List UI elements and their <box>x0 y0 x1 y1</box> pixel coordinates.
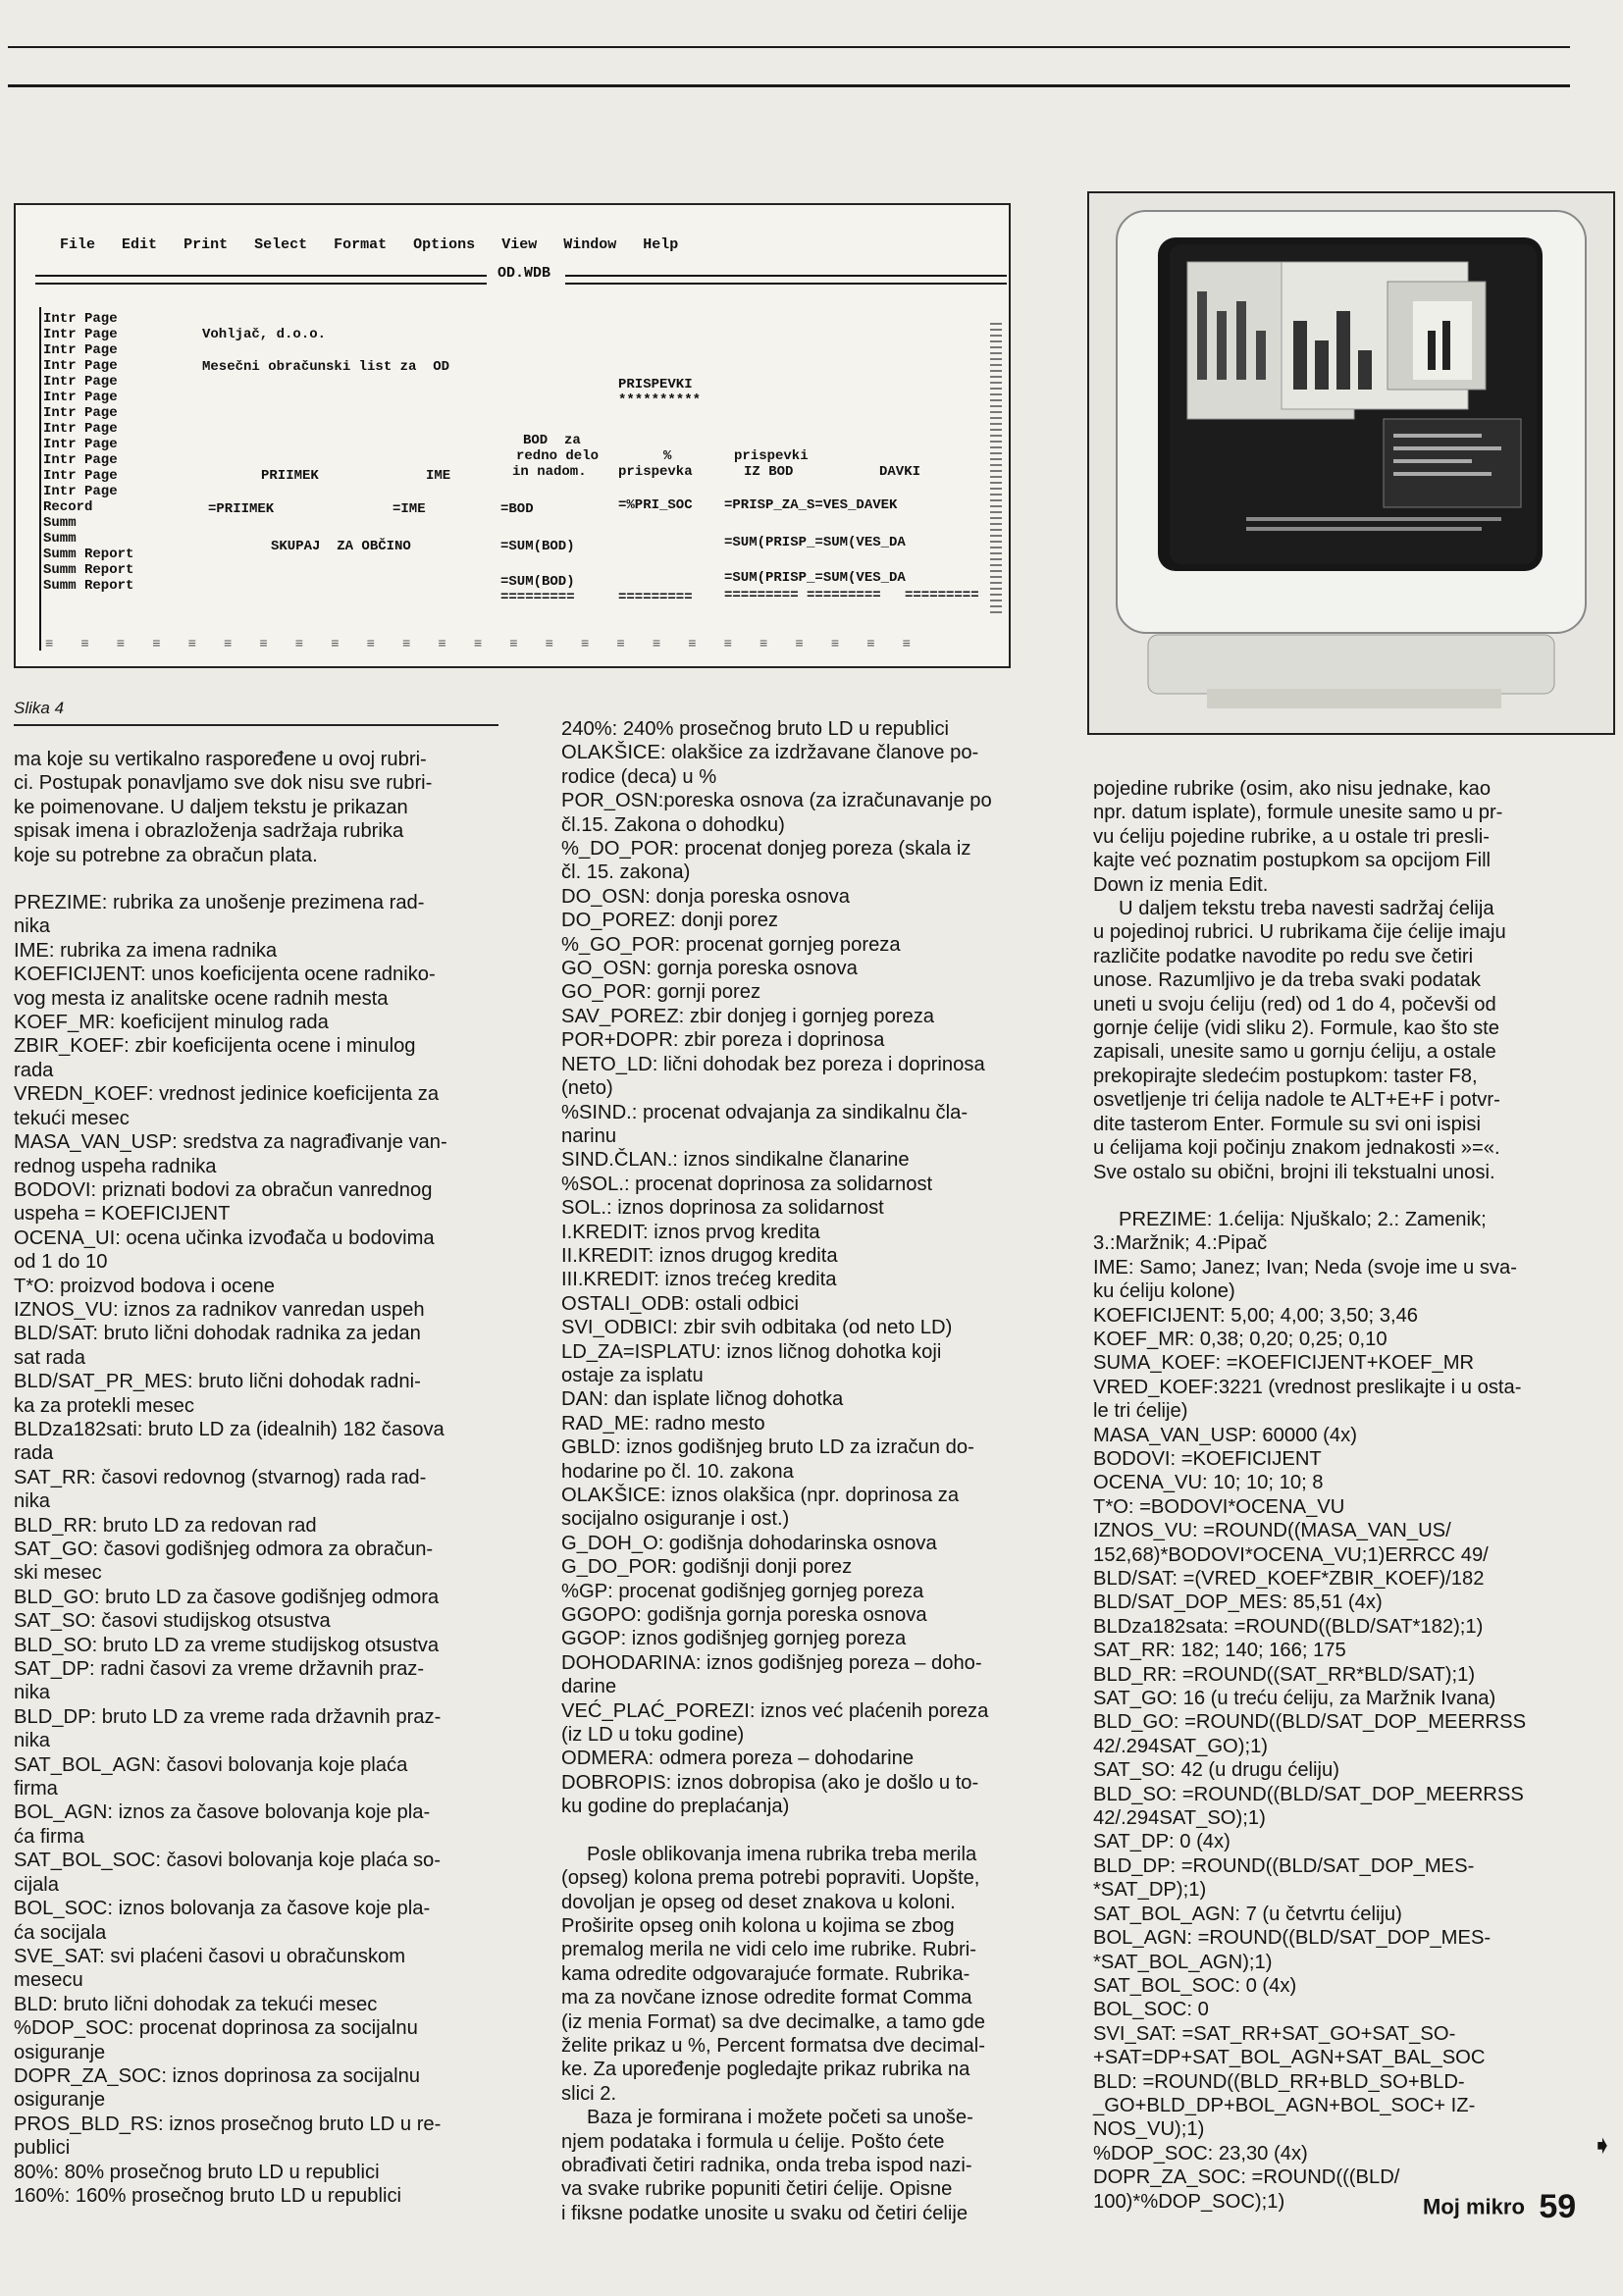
text-line: PREZIME: 1.ćelija: Njuškalo; 2.: Zamenik; <box>1119 1208 1487 1230</box>
text-line: POR+DOPR: zbir poreza i doprinosa <box>561 1029 885 1052</box>
text-line: Baza je formirana i možete početi sa unoše- <box>587 2107 973 2129</box>
text-line: (iz LD u toku godine) <box>561 1724 745 1747</box>
text-line: dite tasterom Enter. Formule su svi oni ispisi <box>1093 1113 1481 1135</box>
text-line: (iz menia Format) sa dve decimalke, a tamo gde <box>561 2010 985 2033</box>
text-line: 42/.294SAT_GO);1) <box>1093 1735 1269 1757</box>
menu-bar <box>60 236 696 253</box>
text-line: želite prikaz u %, Percent formatsa dve decimal- <box>561 2034 985 2057</box>
text-line: ZBIR_KOEF: zbir koeficijenta ocene i minulog <box>14 1035 416 1058</box>
text-line: ku godine do preplaćanja) <box>561 1796 790 1818</box>
header-davki: DAVKI <box>879 464 921 480</box>
text-line: BODOVI: priznati bodovi za obračun vanrednog <box>14 1178 433 1201</box>
text-line: rada <box>14 1442 54 1465</box>
text-line: KOEF_MR: 0,38; 0,20; 0,25; 0,10 <box>1093 1328 1387 1350</box>
text-line: SAT_GO: 16 (u treću ćeliju, za Maržnik Ivana) <box>1093 1688 1496 1710</box>
text-line: %_GO_POR: procenat gornjeg poreza <box>561 933 901 956</box>
figure-caption: Slika 4 <box>14 699 65 717</box>
text-line: VREDN_KOEF: vrednost jedinice koeficijenta za <box>14 1083 440 1106</box>
text-line: MASA_VAN_USP: sredstva za nagrađivanje van- <box>14 1131 447 1154</box>
row-label: Record <box>43 499 93 515</box>
text-line: SAT_GO: časovi godišnjeg odmora za obračun- <box>14 1539 434 1560</box>
text-line: njem podataka i formula u ćelije. Pošto ćete <box>561 2130 945 2153</box>
text-line: %DOP_SOC: procenat doprinosa za socijalnu <box>14 2017 418 2040</box>
row-label: Summ <box>43 531 77 547</box>
window-title: OD.WDB <box>492 265 556 282</box>
text-line: POR_OSN:poreska osnova (za izračunavanje po <box>561 790 992 812</box>
text-line: KOEF_MR: koeficijent minulog rada <box>14 1012 329 1034</box>
row-label: Intr Page <box>43 452 118 468</box>
text-line: OSTALI_ODB: ostali odbici <box>561 1292 799 1315</box>
text-line: DAN: dan isplate ličnog dohotka <box>561 1388 844 1411</box>
text-line: ski mesec <box>14 1562 102 1585</box>
text-line: *SAT_BOL_AGN);1) <box>1093 1951 1273 1973</box>
text-line: BOL_AGN: iznos za časove bolovanja koje pla- <box>14 1801 431 1824</box>
menu-format[interactable]: Format <box>334 236 388 253</box>
horizontal-scrollbar[interactable]: ≡≡≡≡≡≡≡≡≡≡≡≡≡≡≡≡≡≡≡≡≡≡≡≡≡ <box>45 637 939 652</box>
text-line: BOL_SOC: 0 <box>1093 1999 1209 2021</box>
text-line: Proširite opseg onih kolona u kojima se zbog <box>561 1914 955 1937</box>
text-line: BLD_RR: =ROUND((SAT_RR*BLD/SAT);1) <box>1093 1663 1476 1686</box>
text-line: IZNOS_VU: iznos za radnikov vanredan uspeh <box>14 1298 425 1321</box>
text-line: ci. Postupak ponavljamo sve dok nisu sve rubri- <box>14 772 433 795</box>
text-line: BLD_DP: bruto LD za vreme rada državnih praz- <box>14 1705 442 1728</box>
text-line: BLD_GO: =ROUND((BLD/SAT_DOP_MEERRSS <box>1093 1711 1527 1734</box>
header-ime: IME <box>426 468 451 484</box>
text-line: SIND.ČLAN.: iznos sindikalne članarine <box>561 1149 910 1172</box>
text-line: va svake rubrike popuniti četiri ćelije. Opisne <box>561 2178 953 2201</box>
row-label: Intr Page <box>43 342 118 358</box>
text-line: DO_POREZ: donji porez <box>561 910 779 932</box>
title-bar-line-right <box>565 275 1007 285</box>
text-line: DOHODARINA: iznos godišnjeg poreza – doho- <box>561 1651 982 1674</box>
text-line: i fiksne podatke unosite u svaku od četiri ćelije <box>561 2202 969 2224</box>
text-line: 152,68)*BODOVI*OCENA_VU;1)ERRCC 49/ <box>1093 1543 1489 1566</box>
row-label: Intr Page <box>43 374 118 390</box>
text-line: (opseg) kolona prema potrebi popraviti. Uopšte, <box>561 1867 980 1890</box>
text-line: OLAKŠICE: iznos olakšica (npr. doprinosa za <box>561 1485 960 1506</box>
text-line: kama odredite odgovarajuće formate. Rubrika- <box>561 1962 970 1985</box>
text-line: SAT_BOL_AGN: 7 (u četvrtu ćeliju) <box>1093 1903 1402 1925</box>
text-line: %SIND.: procenat odvajanja za sindikalnu čla- <box>561 1101 969 1123</box>
text-line: vog mesta iz analitske ocene radnih mesta <box>14 987 389 1010</box>
text-line: DO_OSN: donja poreska osnova <box>561 885 851 908</box>
text-line: nika <box>14 1682 51 1704</box>
text-line: hodarine po čl. 10. zakona <box>561 1460 794 1483</box>
text-line: GO_POR: gornji porez <box>561 981 761 1004</box>
row-label: Intr Page <box>43 421 118 437</box>
text-line: G_DOH_O: godišnja dohodarinska osnova <box>561 1532 937 1554</box>
text-line: premalog merila ne vidi celo ime rubrike. Rubri- <box>561 1939 976 1961</box>
stars-underline: ********** <box>618 392 702 408</box>
text-line: Down iz menia Edit. <box>1093 873 1269 896</box>
text-line: BOL_AGN: =ROUND((BLD/SAT_DOP_MES- <box>1093 1927 1492 1950</box>
text-line: BLD/SAT_DOP_MES: 85,51 (4x) <box>1093 1592 1383 1614</box>
header-priimek: PRIIMEK <box>261 468 319 484</box>
text-line: OCENA_VU: 10; 10; 10; 8 <box>1093 1472 1324 1494</box>
text-line: slici 2. <box>561 2082 617 2105</box>
text-line: 240%: 240% prosečnog bruto LD u republici <box>561 718 950 740</box>
caption-rule <box>14 724 498 726</box>
text-line: BLD_SO: bruto LD za vreme studijskog otsustva <box>14 1634 440 1656</box>
text-line: SAT_RR: 182; 140; 166; 175 <box>1093 1640 1346 1662</box>
text-line: SUMA_KOEF: =KOEFICIJENT+KOEF_MR <box>1093 1352 1475 1375</box>
text-line: ća socijala <box>14 1921 107 1944</box>
text-line: OCENA_UI: ocena učinka izvođača u bodovima <box>14 1226 435 1249</box>
text-line: GBLD: iznos godišnjeg bruto LD za izračun do- <box>561 1436 974 1459</box>
sum-prisp-1: =SUM(PRISP_=SUM(VES_DA <box>724 535 906 550</box>
text-line: RAD_ME: radno mesto <box>561 1412 765 1435</box>
header-iz-bod: IZ BOD <box>744 464 794 480</box>
text-line: SAT_DP: radni časovi za vreme državnih praz- <box>14 1658 425 1681</box>
paragraph-gap <box>561 1819 1048 1843</box>
text-line: čl.15. Zakona o dohodku) <box>561 813 785 836</box>
text-line: (neto) <box>561 1077 613 1100</box>
text-line: kajte već poznatim postupkom sa opcijom Fill <box>1093 850 1492 872</box>
text-line: SOL.: iznos doprinosa za solidarnost <box>561 1197 884 1220</box>
row-label: Summ <box>43 515 77 531</box>
text-line: BLDza182sati: bruto LD za (idealnih) 182 časova <box>14 1418 445 1440</box>
skupaj-label: SKUPAJ ZA OBČINO <box>271 539 411 554</box>
header-in-nadom: in nadom. <box>512 464 587 480</box>
menu-options[interactable]: Options <box>413 236 476 253</box>
row-label: Summ Report <box>43 578 134 594</box>
text-line: BLD/SAT: bruto lični dohodak radnika za jedan <box>14 1323 421 1345</box>
text-line: BLD_DP: =ROUND((BLD/SAT_DOP_MES- <box>1093 1854 1475 1877</box>
text-line: spisak imena i obrazloženja sadržaja rubrika <box>14 820 404 843</box>
text-line: uneti u svoju ćeliju (red) od 1 do 4, počevši od <box>1093 993 1496 1016</box>
text-line: čl. 15. zakona) <box>561 861 691 884</box>
text-line: unose. Razumljivo je da treba svaki podatak <box>1093 969 1481 992</box>
text-line: osiguranje <box>14 2041 106 2063</box>
text-column-2 <box>561 717 1048 2225</box>
text-line: %DOP_SOC: 23,30 (4x) <box>1093 2142 1308 2165</box>
row-label: Intr Page <box>43 484 118 499</box>
text-line: NETO_LD: lični dohodak bez poreza i doprinosa <box>561 1053 985 1075</box>
text-line: %_DO_POR: procenat donjeg poreza (skala iz <box>561 838 971 861</box>
text-line: BODOVI: =KOEFICIJENT <box>1093 1447 1322 1470</box>
row-label: Intr Page <box>43 311 118 327</box>
text-line: ke. Za upoređenje pogledajte prikaz rubrika na <box>561 2059 970 2081</box>
text-line: nika <box>14 915 51 938</box>
company-name: Vohljač, d.o.o. <box>202 327 327 342</box>
text-line: OLAKŠICE: olakšice za izdržavane članove po- <box>561 742 979 764</box>
text-line: 160%: 160% prosečnog bruto LD u republici <box>14 2184 402 2207</box>
text-line: ma za novčane iznose odredite format Comma <box>561 1987 972 2009</box>
publication-name: Moj mikro <box>1423 2194 1525 2219</box>
text-line: publici <box>14 2137 71 2160</box>
header-prispevki: prispevki <box>734 448 809 464</box>
text-line: VEĆ_PLAĆ_POREZI: iznos već plaćenih poreza <box>561 1699 989 1722</box>
text-line: SAT_BOL_SOC: časovi bolovanja koje plaća so- <box>14 1850 441 1872</box>
text-line: BLD_SO: =ROUND((BLD/SAT_DOP_MEERRSS <box>1093 1783 1524 1805</box>
text-line: obrađivati četiri radnika, onda treba ispod nazi- <box>561 2154 972 2176</box>
text-line: pojedine rubrike (osim, ako nisu jednake, kao <box>1093 778 1492 800</box>
menu-select[interactable]: Select <box>254 236 308 253</box>
text-line: G_DO_POR: godišnji donji porez <box>561 1556 853 1579</box>
text-line: PROS_BLD_RS: iznos prosečnog bruto LD u re- <box>14 2113 442 2135</box>
text-line: SVI_SAT: =SAT_RR+SAT_GO+SAT_SO- <box>1093 2022 1456 2045</box>
double-line-3: ========= ========= <box>724 588 881 603</box>
title-bar-line-left <box>35 275 487 285</box>
text-line: SAT_SO: časovi studijskog otsustva <box>14 1610 331 1633</box>
text-line: u pojedinoj rubrici. U rubrikama čije ćelije imaju <box>1093 921 1506 944</box>
text-line: uspeha = KOEFICIJENT <box>14 1203 231 1226</box>
text-line: gornje ćelije (vidi sliku 2). Formule, kao što ste <box>1093 1018 1500 1040</box>
text-line: LD_ZA=ISPLATU: iznos ličnog dohotka koji <box>561 1340 942 1363</box>
text-line: ća firma <box>14 1825 84 1848</box>
page-footer <box>1423 2188 1576 2226</box>
text-line: PREZIME: rubrika za unošenje prezimena rad- <box>14 892 425 914</box>
double-line-4: ========= <box>905 588 979 603</box>
text-line: ostaje za isplatu <box>561 1364 704 1386</box>
text-line: 80%: 80% prosečnog bruto LD u republici <box>14 2161 380 2183</box>
margin-line <box>39 307 41 651</box>
text-line: ke poimenovane. U daljem tekstu je prikazan <box>14 796 408 818</box>
text-line: IME: rubrika za imena radnika <box>14 939 278 962</box>
monitor-photo <box>1087 191 1615 735</box>
text-line: KOEFICIJENT: 5,00; 4,00; 3,50; 3,46 <box>1093 1304 1419 1327</box>
sheet-title: Mesečni obračunski list za OD <box>202 359 450 375</box>
text-line: NOS_VU);1) <box>1093 2118 1205 2141</box>
row-label: Intr Page <box>43 405 118 421</box>
window-title-bar <box>35 265 1007 284</box>
record-pri-soc: =%PRI_SOC <box>618 497 693 513</box>
text-line: rada <box>14 1059 54 1081</box>
header-prispevka: prispevka <box>618 464 693 480</box>
text-line: dovoljan je opseg od deset znakova u koloni. <box>561 1891 956 1913</box>
vertical-scrollbar[interactable] <box>990 323 1002 617</box>
text-line: 42/.294SAT_SO);1) <box>1093 1807 1266 1830</box>
text-line: firma <box>14 1778 58 1800</box>
header-rule <box>8 84 1570 87</box>
screen-figure <box>14 203 1011 668</box>
text-line: BLD_GO: bruto LD za časove godišnjeg odmora <box>14 1586 440 1608</box>
sum-bod-1: =SUM(BOD) <box>500 539 575 554</box>
record-prisp: =PRISP_ZA_S=VES_DAVEK <box>724 497 898 513</box>
text-line: nika <box>14 1730 51 1752</box>
monitor-image <box>1089 193 1613 733</box>
text-line: koje su potrebne za obračun plata. <box>14 844 318 866</box>
text-line: sat rada <box>14 1346 85 1369</box>
text-line: npr. datum isplate), formule unesite samo u pr- <box>1093 802 1503 824</box>
text-line: %SOL.: procenat doprinosa za solidarnost <box>561 1173 933 1195</box>
text-line: %GP: procenat godišnjeg gornjeg poreza <box>561 1580 924 1602</box>
header-redno-delo: redno delo <box>516 448 600 464</box>
text-line: od 1 do 10 <box>14 1251 108 1274</box>
text-line: BLD: =ROUND((BLD_RR+BLD_SO+BLD- <box>1093 2070 1465 2093</box>
text-line: ma koje su vertikalno raspoređene u ovoj rubri- <box>14 749 427 770</box>
text-line: U daljem tekstu treba navesti sadržaj ćelija <box>1119 898 1494 920</box>
paragraph-gap <box>14 867 502 891</box>
text-line: GO_OSN: gornja poreska osnova <box>561 958 858 980</box>
text-line: osvetljenje tri ćelija nadole te ALT+E+F i potvr- <box>1093 1089 1500 1112</box>
sum-bod-2: =SUM(BOD) <box>500 574 575 590</box>
row-label: Intr Page <box>43 358 118 374</box>
text-line: rodice (deca) u % <box>561 765 717 788</box>
text-line: DOBROPIS: iznos dobropisa (ako je došlo u to- <box>561 1771 979 1794</box>
text-line: T*O: proizvod bodova i ocene <box>14 1275 275 1297</box>
header-percent: % <box>663 448 672 464</box>
row-label-list <box>43 311 133 594</box>
double-line-1: ========= <box>500 590 575 605</box>
text-line: KOEFICIJENT: unos koeficijenta ocene radniko- <box>14 964 436 986</box>
menu-view[interactable]: View <box>501 236 538 253</box>
text-line: MASA_VAN_USP: 60000 (4x) <box>1093 1424 1357 1446</box>
text-line: III.KREDIT: iznos trećeg kredita <box>561 1269 837 1291</box>
text-line: vu ćeliju pojedine rubrike, a u ostale tri presli- <box>1093 825 1490 848</box>
row-label: Intr Page <box>43 468 118 484</box>
text-line: SAT_DP: 0 (4x) <box>1093 1831 1230 1853</box>
paragraph-gap <box>1093 1184 1580 1208</box>
record-bod: =BOD <box>500 501 534 517</box>
text-line: SVE_SAT: svi plaćeni časovi u obračunskom <box>14 1945 406 1967</box>
menu-help[interactable]: Help <box>643 236 679 253</box>
text-line: VRED_KOEF:3221 (vrednost preslikajte i u osta- <box>1093 1376 1522 1398</box>
text-line: narinu <box>561 1124 617 1147</box>
text-line: cijala <box>14 1873 60 1896</box>
text-line: +SAT=DP+SAT_BOL_AGN+SAT_BAL_SOC <box>1093 2047 1486 2069</box>
text-line: _GO+BLD_DP+BOL_AGN+BOL_SOC+ IZ- <box>1093 2094 1476 2116</box>
text-line: darine <box>561 1676 617 1698</box>
text-line: DOPR_ZA_SOC: iznos doprinosa za socijalnu <box>14 2064 421 2087</box>
text-line: nika <box>14 1490 51 1513</box>
row-label: Intr Page <box>43 390 118 405</box>
text-line: BLDza182sata: =ROUND((BLD/SAT*182);1) <box>1093 1615 1484 1638</box>
text-line: IZNOS_VU: =ROUND((MASA_VAN_US/ <box>1093 1520 1451 1542</box>
text-line: Posle oblikovanja imena rubrika treba merila <box>587 1843 977 1865</box>
text-line: tekući mesec <box>14 1107 130 1129</box>
text-line: SVI_ODBICI: zbir svih odbitaka (od neto LD) <box>561 1317 953 1339</box>
text-line: BLD: bruto lični dohodak za tekući mesec <box>14 1993 378 2015</box>
page-number: 59 <box>1539 2188 1577 2225</box>
text-line: prekopirajte sledećim postupkom: taster F8, <box>1093 1065 1478 1087</box>
text-line: BLD/SAT_PR_MES: bruto lični dohodak radni- <box>14 1371 421 1393</box>
text-line: GGOPO: godišnja gornja poreska osnova <box>561 1604 927 1627</box>
menu-print[interactable]: Print <box>183 236 229 253</box>
text-line: BLD_RR: bruto LD za redovan rad <box>14 1514 317 1537</box>
text-line: SAT_SO: 42 (u drugu ćeliju) <box>1093 1759 1339 1782</box>
text-line: 100)*%DOP_SOC);1) <box>1093 2190 1285 2213</box>
text-line: I.KREDIT: iznos prvog kredita <box>561 1221 820 1243</box>
text-line: Sve ostalo su obični, brojni ili tekstualni unosi. <box>1093 1161 1495 1183</box>
text-column-3 <box>1093 777 1580 2214</box>
text-line: ku ćeliju kolone) <box>1093 1280 1235 1303</box>
text-line: GGOP: iznos godišnjeg gornjeg poreza <box>561 1628 907 1650</box>
text-line: *SAT_DP);1) <box>1093 1879 1207 1902</box>
text-line: ODMERA: odmera poreza – dohodarine <box>561 1748 915 1770</box>
text-line: BLD/SAT: =(VRED_KOEF*ZBIR_KOEF)/182 <box>1093 1568 1485 1590</box>
header-bod: BOD za <box>523 433 581 448</box>
menu-edit[interactable]: Edit <box>122 236 158 253</box>
menu-window[interactable]: Window <box>563 236 617 253</box>
row-label: Intr Page <box>43 437 118 452</box>
text-line: 3.:Maržnik; 4.:Pipač <box>1093 1232 1268 1255</box>
text-line: SAV_POREZ: zbir donjeg i gornjeg poreza <box>561 1005 935 1027</box>
text-line: le tri ćelije) <box>1093 1400 1188 1423</box>
record-ime: =IME <box>393 501 426 517</box>
text-line: IME: Samo; Janez; Ivan; Neda (svoje ime u sva- <box>1093 1256 1517 1278</box>
text-line: ka za protekli mesec <box>14 1394 195 1417</box>
text-line: SAT_RR: časovi redovnog (stvarnog) rada rad- <box>14 1466 427 1488</box>
text-line: SAT_BOL_AGN: časovi bolovanja koje plaća <box>14 1753 408 1776</box>
text-line: zapisali, unesite samo u gornju ćeliju, a ostale <box>1093 1041 1496 1064</box>
continue-arrow-icon: ➧ <box>1592 2130 1613 2160</box>
text-line: rednog uspeha radnika <box>14 1155 217 1177</box>
row-label: Intr Page <box>43 327 118 342</box>
text-line: BOL_SOC: iznos bolovanja za časove koje pla- <box>14 1898 431 1920</box>
text-line: različite podatke navodite po redu sve četiri <box>1093 945 1474 967</box>
text-line: T*O: =BODOVI*OCENA_VU <box>1093 1495 1345 1518</box>
sum-prisp-2: =SUM(PRISP_=SUM(VES_DA <box>724 570 906 586</box>
record-priimek: =PRIIMEK <box>208 501 275 517</box>
row-label: Summ Report <box>43 547 134 562</box>
menu-file[interactable]: File <box>60 236 96 253</box>
text-line: SAT_BOL_SOC: 0 (4x) <box>1093 1974 1297 1997</box>
double-line-2: ========= <box>618 590 693 605</box>
top-rule <box>8 46 1570 48</box>
text-line: osiguranje <box>14 2089 106 2112</box>
text-line: II.KREDIT: iznos drugog kredita <box>561 1244 838 1267</box>
row-label: Summ Report <box>43 562 134 578</box>
text-line: socijalno osiguranje i ost.) <box>561 1508 790 1531</box>
text-line: mesecu <box>14 1969 83 1992</box>
prispevki-heading: PRISPEVKI <box>618 377 693 392</box>
text-line: u ćelijama koji počinju znakom jednakosti »=«. <box>1093 1137 1500 1160</box>
text-line: DOPR_ZA_SOC: =ROUND(((BLD/ <box>1093 2166 1400 2189</box>
text-column-1 <box>14 748 502 2208</box>
